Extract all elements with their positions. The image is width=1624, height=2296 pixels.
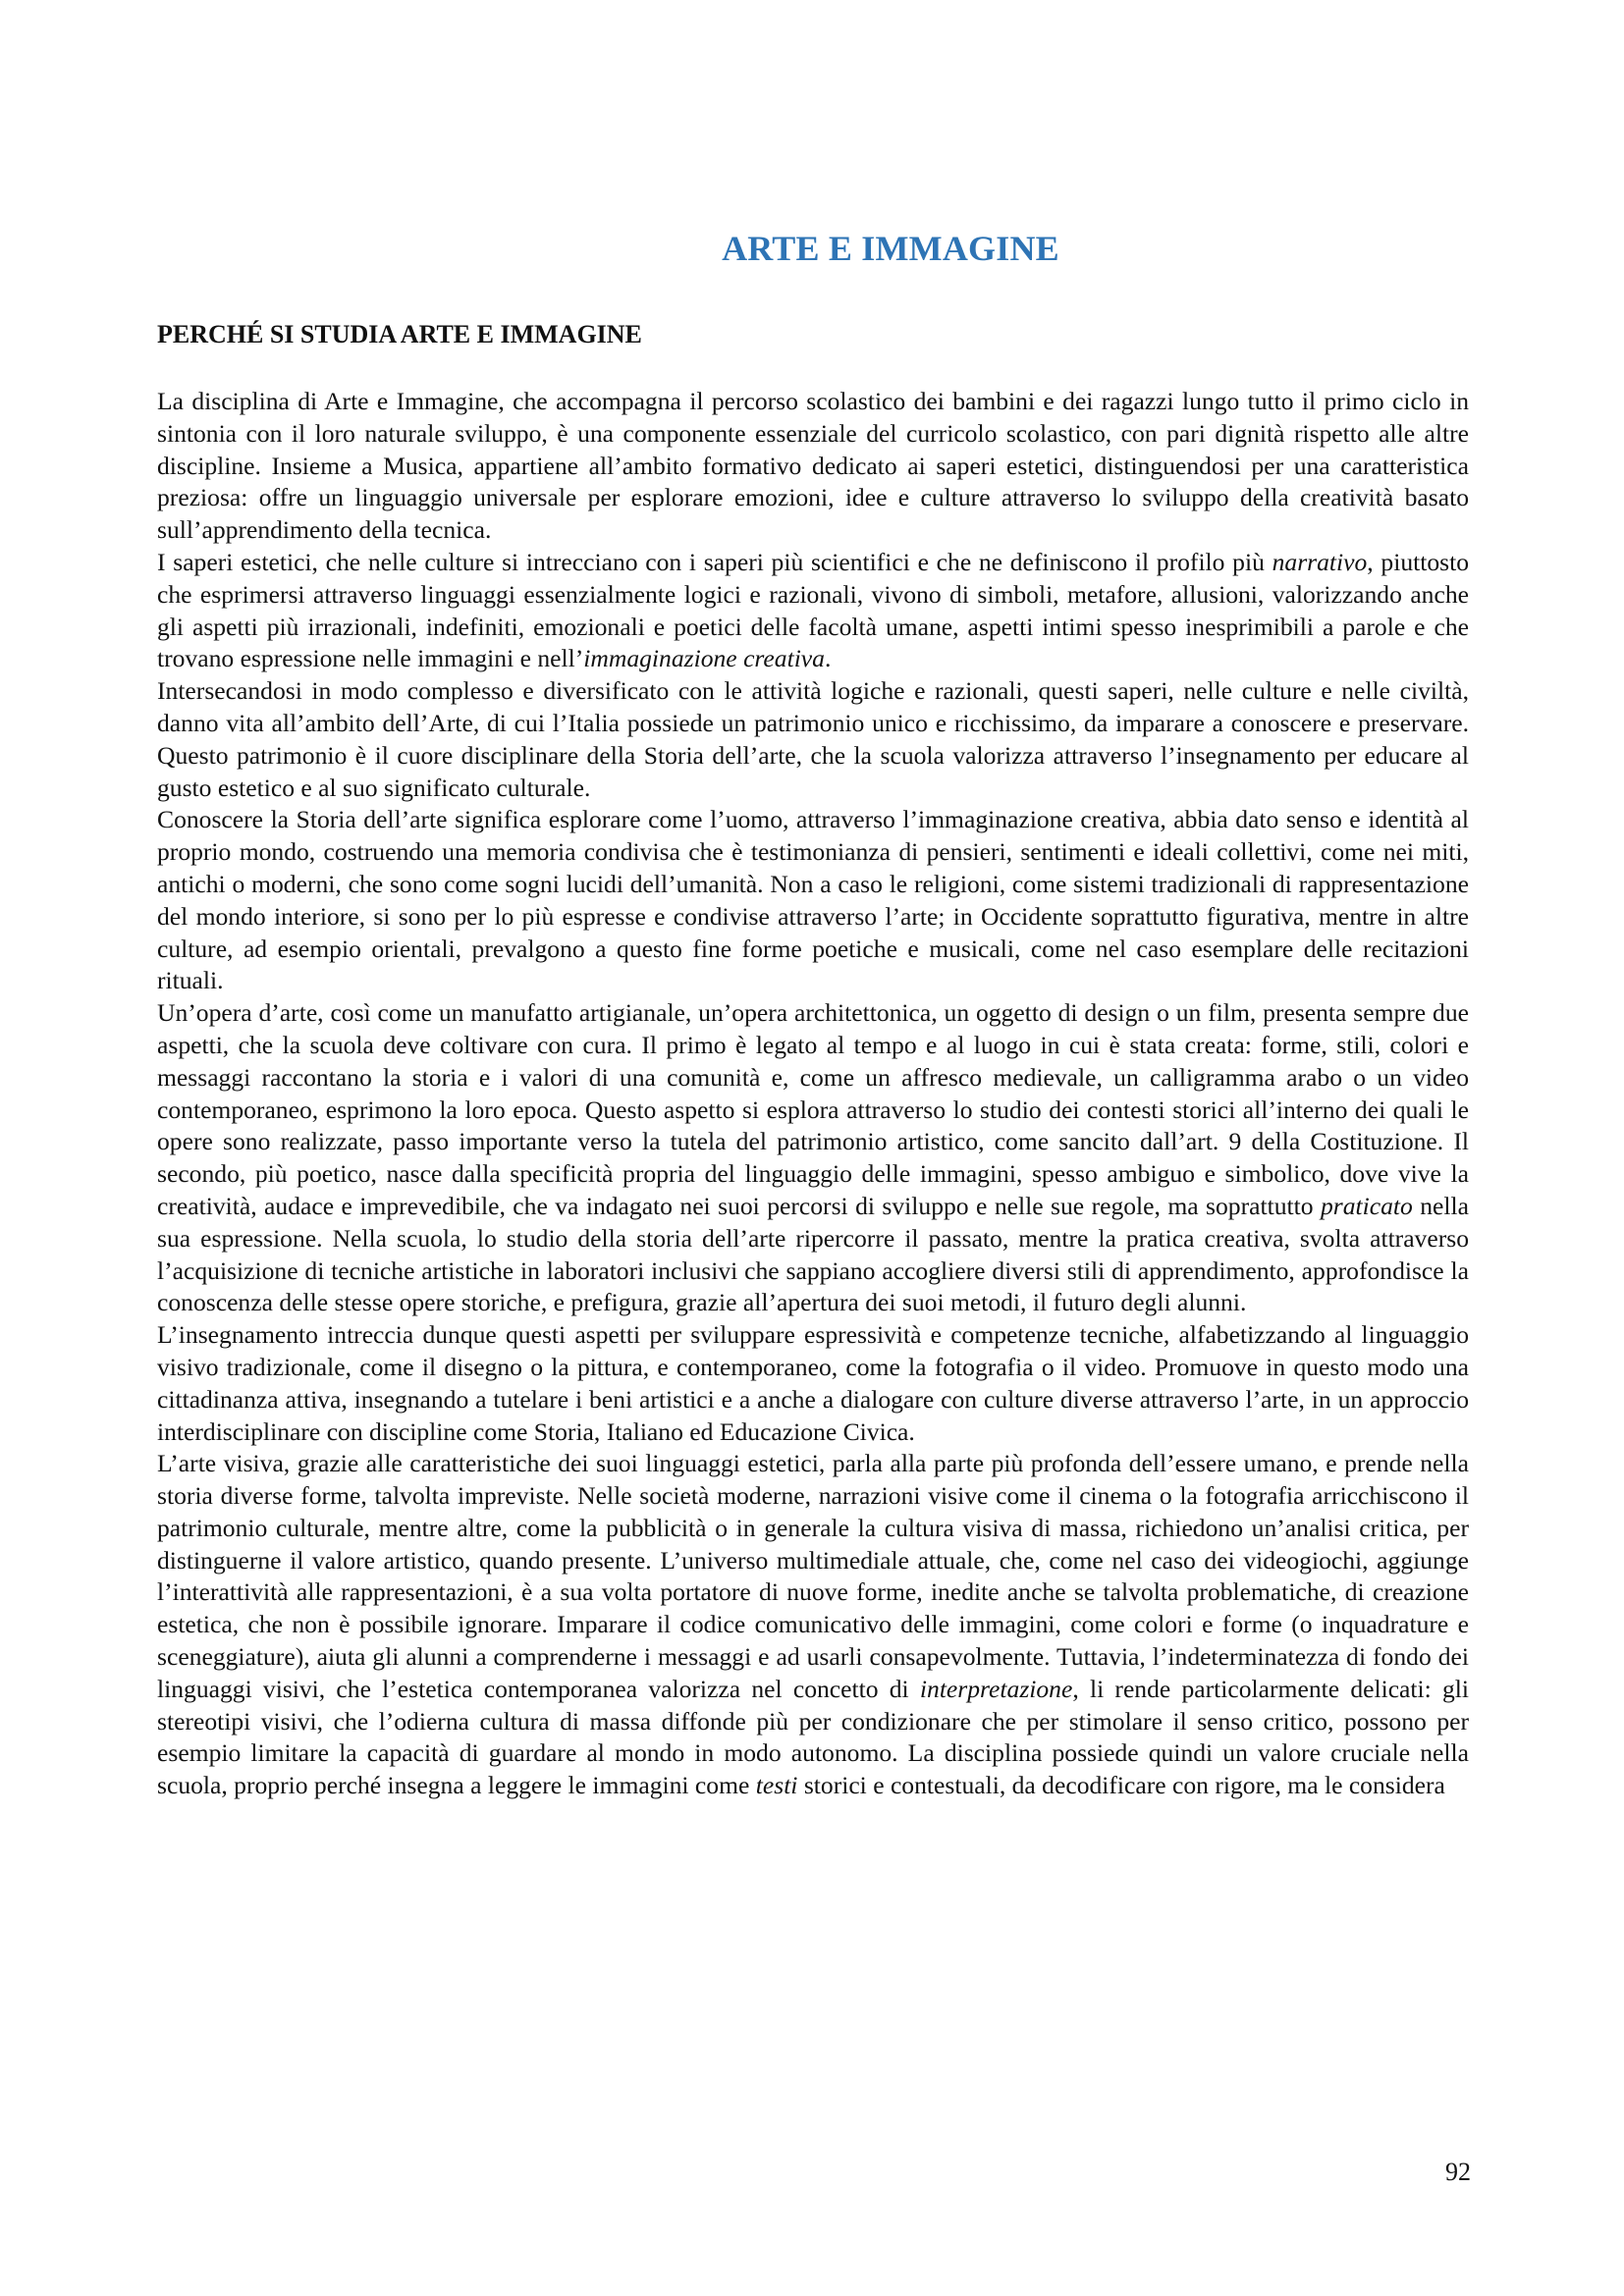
text-run: Conoscere la Storia dell’arte significa esplorare come l’uomo, attraverso l’immaginazione creativa, abbia dato senso e identità al proprio mondo, costruendo una memoria condivisa che è testimonianza di pensieri, sentimenti e ideali collettivi, come nei miti, antichi o moderni, che sono come sogni lucidi dell’umanità. Non a caso le religioni, come sistemi tradizionali di rappresentazione del mondo interiore, si sono per lo più espresse e condivise attraverso l’arte; in Occidente soprattutto figurativa, mentre in altre culture, ad esempio orientali, prevalgono a questo fine forme poetiche e musicali, come nel caso esemplare delle recitazioni rituali. <box>157 805 1469 995</box>
paragraph-6 <box>157 1319 1469 1448</box>
paragraph-1 <box>157 386 1469 547</box>
text-run: storici e contestuali, da decodificare con rigore, ma le considera <box>797 1771 1445 1800</box>
text-run: I saperi estetici, che nelle culture si intrecciano con i saperi più scientifici e che ne definiscono il profilo più <box>157 547 1272 576</box>
paragraph-7 <box>157 1448 1469 1802</box>
italic-run: narrativo <box>1272 547 1368 576</box>
text-run: , li rende particolarmente delicati: gli stereotipi visivi, che l’odierna cultura di massa diffonde più per condizionare che per stimolare il senso critico, possono per esempio limitare la capacità di guardare al mondo in modo autonomo. La disciplina possiede quindi un valore cruciale nella scuola, proprio perché insegna a leggere le immagini come <box>157 1674 1469 1800</box>
text-run: La disciplina di Arte e Immagine, che accompagna il percorso scolastico dei bambini e dei ragazzi lungo tutto il primo ciclo in sintonia con il loro naturale sviluppo, è una componente essenziale del curricolo scolastico, con pari dignità rispetto alle altre discipline. Insieme a Musica, appartiene all’ambito formativo dedicato ai saperi estetici, distinguendosi per una caratteristica preziosa: offre un linguaggio universale per esplorare emozioni, idee e culture attraverso lo sviluppo della creatività basato sull’apprendimento della tecnica. <box>157 387 1469 545</box>
text-run: L’arte visiva, grazie alle caratteristiche dei suoi linguaggi estetici, parla alla parte più profonda dell’essere umano, e prende nella storia diverse forme, talvolta impreviste. Nelle società moderne, narrazioni visive come il cinema o la fotografia arricchiscono il patrimonio culturale, mentre altre, come la pubblicità o in generale la cultura visiva di massa, richiedono un’analisi critica, per distinguerne il valore artistico, quando presente. L’universo multimediale attuale, che, come nel caso dei videogiochi, aggiunge l’interattività alle rappresentazioni, è a sua volta portatore di nuove forme, inedite anche se talvolta problematiche, di creazione estetica, che non è possibile ignorare. Imparare il codice comunicativo delle immagini, come colori e forme (o inquadrature e sceneggiature), aiuta gli alunni a comprenderne i messaggi e ad usarli consapevolmente. Tuttavia, l’indeterminatezza di fondo dei linguaggi visivi, che l’estetica contemporanea valorizza nel concetto di <box>157 1449 1469 1703</box>
paragraph-5 <box>157 997 1469 1319</box>
italic-run: testi <box>755 1771 798 1800</box>
text-run: nella sua espressione. Nella scuola, lo studio della storia dell’arte ripercorre il passato, mentre la pratica creativa, svolta attraverso l’acquisizione di tecniche artistiche in laboratori inclusivi che sappiano accogliere diversi stili di apprendimento, approfondisce la conoscenza delle stesse opere storiche, e prefigura, grazie all’apertura dei suoi metodi, il futuro degli alunni. <box>157 1191 1469 1317</box>
text-run: L’insegnamento intreccia dunque questi aspetti per sviluppare espressività e competenze tecniche, alfabetizzando al linguaggio visivo tradizionale, come il disegno o la pittura, e contemporaneo, come la fotografia o il video. Promuove in questo modo una cittadinanza attiva, insegnando a tutelare i beni artistici e a anche a dialogare con culture diverse attraverso l’arte, in un approccio interdisciplinare con discipline come Storia, Italiano ed Educazione Civica. <box>157 1320 1469 1446</box>
italic-run: immaginazione creativa <box>583 644 825 673</box>
paragraph-3 <box>157 675 1469 804</box>
document-title: ARTE E IMMAGINE <box>722 229 1059 268</box>
text-run: . <box>824 644 832 673</box>
page-number: 92 <box>1445 2158 1471 2186</box>
text-run: Un’opera d’arte, così come un manufatto artigianale, un’opera architettonica, un oggetto di design o un film, presenta sempre due aspetti, che la scuola deve coltivare con cura. Il primo è legato al tempo e al luogo in cui è stata creata: forme, stili, colori e messaggi raccontano la storia e i valori di una comunità e, come un affresco medievale, un calligramma arabo o un video contemporaneo, esprimono la loro epoca. Questo aspetto si esplora attraverso lo studio dei contesti storici all’interno dei quali le opere sono realizzate, passo importante verso la tutela del patrimonio artistico, come sancito dall’art. 9 della Costituzione. Il secondo, più poetico, nasce dalla specificità propria del linguaggio delle immagini, spesso ambiguo e simbolico, dove vive la creatività, audace e imprevedibile, che va indagato nei suoi percorsi di sviluppo e nelle sue regole, ma soprattutto <box>157 998 1469 1220</box>
body-text <box>157 386 1469 1802</box>
italic-run: praticato <box>1320 1191 1413 1220</box>
paragraph-4 <box>157 804 1469 997</box>
paragraph-2 <box>157 547 1469 675</box>
text-run: Intersecandosi in modo complesso e diversificato con le attività logiche e razionali, questi saperi, nelle culture e nelle civiltà, danno vita all’ambito dell’Arte, di cui l’Italia possiede un patrimonio unico e ricchissimo, da imparare a conoscere e preservare. Questo patrimonio è il cuore disciplinare della Storia dell’arte, che la scuola valorizza attraverso l’insegnamento per educare al gusto estetico e al suo significato culturale. <box>157 676 1469 802</box>
italic-run: interpretazione <box>919 1674 1073 1703</box>
text-run: , piuttosto che esprimersi attraverso linguaggi essenzialmente logici e razionali, vivono di simboli, metafore, allusioni, valorizzando anche gli aspetti più irrazionali, indefiniti, emozionali e poetici delle facoltà umane, aspetti intimi spesso inesprimibili a parole e che trovano espressione nelle immagini e nell’ <box>157 547 1469 673</box>
section-heading: PERCHÉ SI STUDIA ARTE E IMMAGINE <box>157 320 642 348</box>
